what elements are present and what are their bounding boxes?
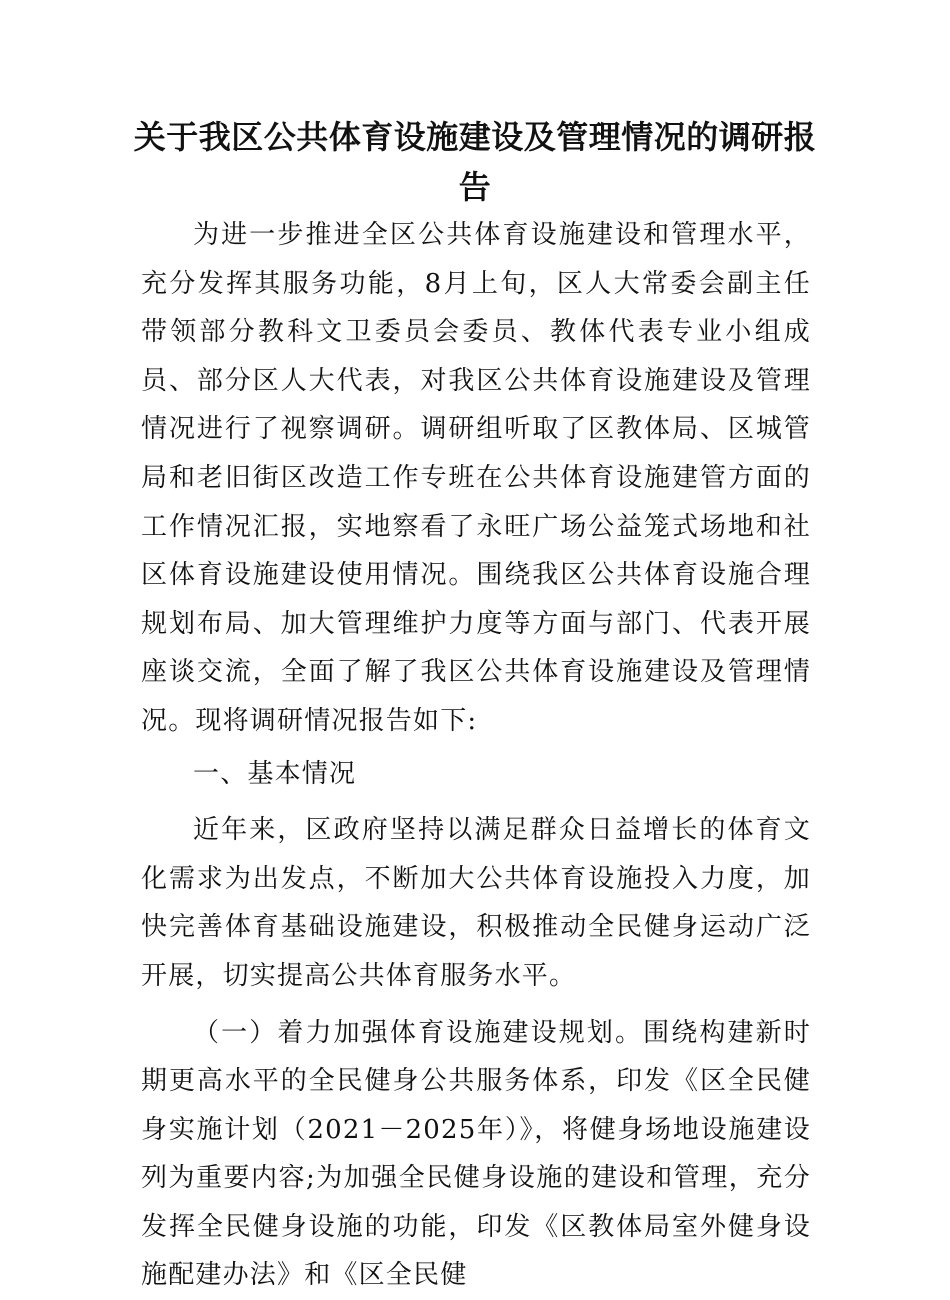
intro-paragraph: 为进一步推进全区公共体育设施建设和管理水平，充分发挥其服务功能，8月上旬，区人大常委会副主任带领部分教科文卫委员会委员、教体代表专业小组成员、部分区人大代表，对我区公共体育设施建设及管理情况进行了视察调研。调研组听取了区教体局、区城管局和老旧街区改造工作专班在公共体育设施建管方面的工作情况汇报，实地察看了永旺广场公益笼式场地和社区体育设施建设使用情况。围绕我区公共体育设施合理规划布局、加大管理维护力度等方面与部门、代表开展座谈交流，全面了解了我区公共体育设施建设及管理情况。现将调研情况报告如下:: [141, 211, 811, 746]
basic-situation-paragraph: 近年来，区政府坚持以满足群众日益增长的体育文化需求为出发点，不断加大公共体育设施投入力度，加快完善体育基础设施建设，积极推动全民健身运动广泛开展，切实提高公共体育服务水平。: [141, 806, 811, 1000]
section-heading-basic-situation: 一、基本情况: [141, 750, 811, 799]
planning-paragraph: （一）着力加强体育设施建设规划。围绕构建新时期更高水平的全民健身公共服务体系，印发《区全民健身实施计划（2021－2025年）》，将健身场地设施建设列为重要内容;为加强全民健身设施的建设和管理，充分发挥全民健身设施的功能，印发《区教体局室外健身设施配建办法》和《区全民健: [141, 1009, 811, 1300]
document-body: [141, 211, 811, 1300]
document-title: 关于我区公共体育设施建设及管理情况的调研报告: [120, 112, 830, 212]
